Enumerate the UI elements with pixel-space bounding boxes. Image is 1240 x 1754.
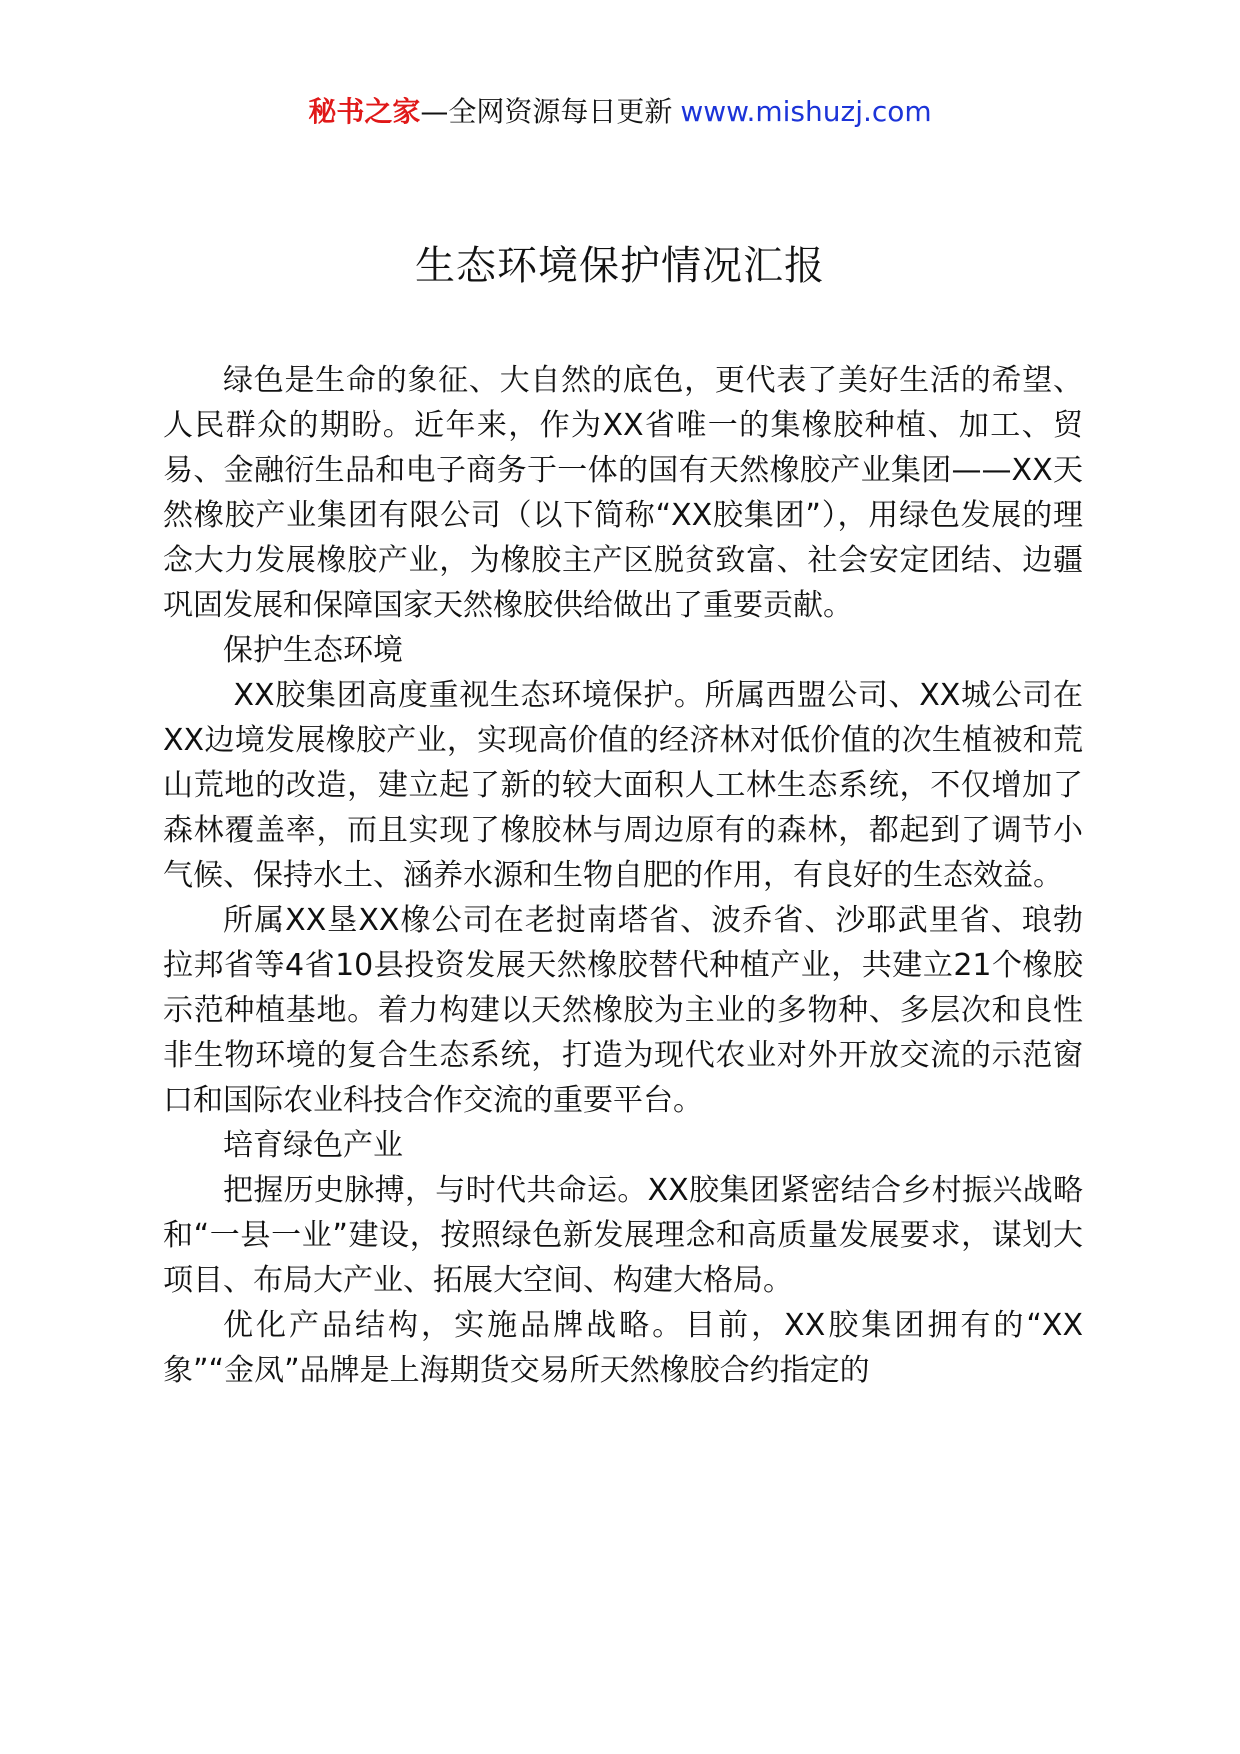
paragraph-history: 把握历史脉搏，与时代共命运。XX胶集团紧密结合乡村振兴战略和“一县一业”建设，按照绿色新发展理念和高质量发展要求，谋划大项目、布局大产业、拓展大空间、构建大格局。 [163, 1173, 1083, 1298]
paragraph-ecology: XX胶集团高度重视生态环境保护。所属西盟公司、XX城公司在XX边境发展橡胶产业，实现高价值的经济林对低价值的次生植被和荒山荒地的改造，建立起了新的较大面积人工林生态系统，不仅增加了森林覆盖率，而且实现了橡胶林与周边原有的森林，都起到了调节小气候、保持水土、涵养水源和生物自肥的作用，有良好的生态效益。 [163, 678, 1083, 893]
site-url-link[interactable]: www.mishuzj.com [680, 95, 932, 128]
section-heading-ecology: 保护生态环境 [223, 633, 403, 668]
paragraph-brand: 优化产品结构，实施品牌战略。目前，XX胶集团拥有的“XX象”“金凤”品牌是上海期货交易所天然橡胶合约指定的 [163, 1308, 1083, 1388]
section-heading-green-industry: 培育绿色产业 [223, 1128, 403, 1163]
paragraph-intro: 绿色是生命的象征、大自然的底色，更代表了美好生活的希望、人民群众的期盼。近年来，作为XX省唯一的集橡胶种植、加工、贸易、金融衍生品和电子商务于一体的国有天然橡胶产业集团——XX天然橡胶产业集团有限公司（以下简称“XX胶集团”），用绿色发展的理念大力发展橡胶产业，为橡胶主产区脱贫致富、社会安定团结、边疆巩固发展和保障国家天然橡胶供给做出了重要贡献。 [163, 363, 1083, 623]
site-header [0, 92, 1240, 132]
brand-name: 秘书之家 [308, 95, 421, 128]
document-title: 生态环境保护情况汇报 [415, 243, 825, 289]
paragraph-laos: 所属XX垦XX橡公司在老挝南塔省、波乔省、沙耶武里省、琅勃拉邦省等4省10县投资发展天然橡胶替代种植产业，共建立21个橡胶示范种植基地。着力构建以天然橡胶为主业的多物种、多层次和良性非生物环境的复合生态系统，打造为现代农业对外开放交流的示范窗口和国际农业科技合作交流的重要平台。 [163, 903, 1083, 1118]
document-body [163, 358, 1083, 1393]
header-tagline: —全网资源每日更新 [420, 95, 673, 128]
